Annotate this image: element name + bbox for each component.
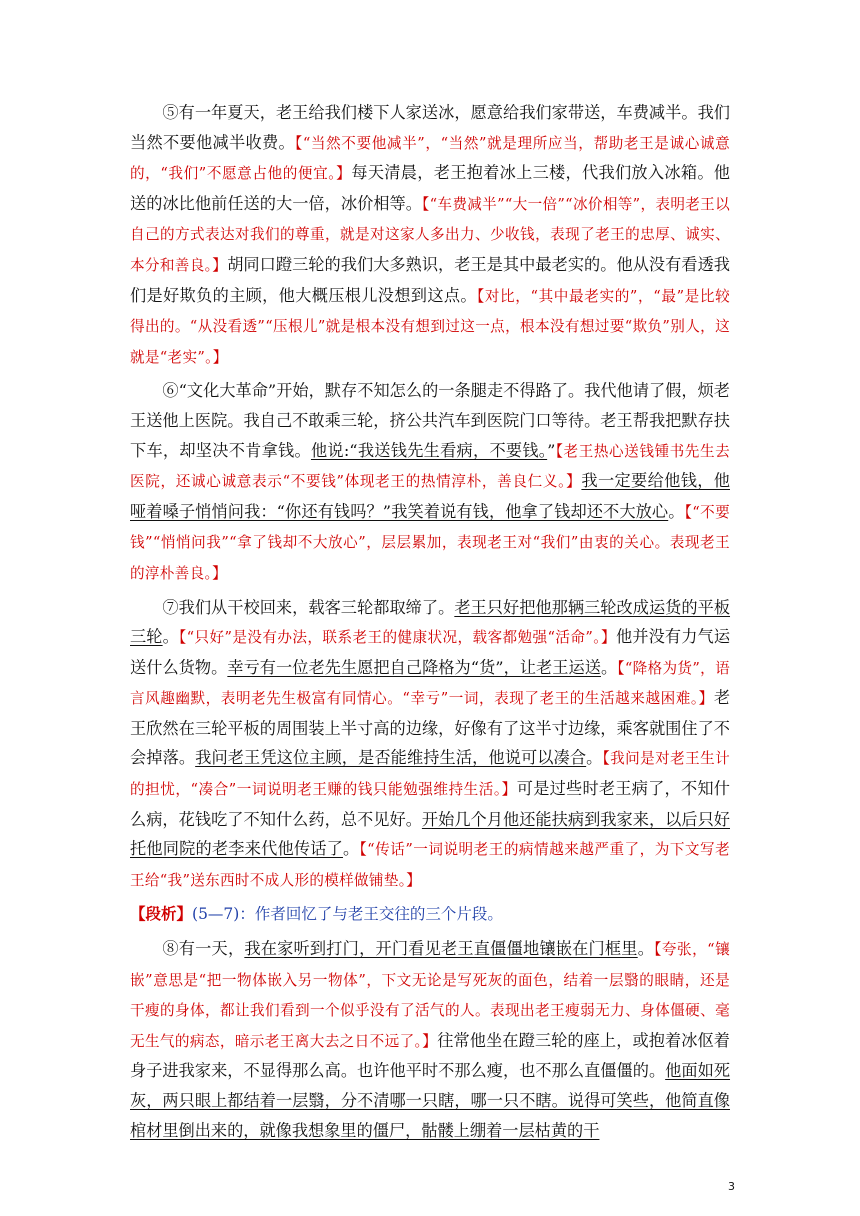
commentary: 【“不要钱”“悄悄问我”“拿了钱却不大放心”，层层累加，表现老王对“我们”由衷的关心。表现老王的淳朴善良。】 bbox=[130, 503, 730, 582]
body-text: ⑦我们从干校回来，载客三轮都取缔了。 bbox=[162, 597, 455, 617]
paragraph-p8 bbox=[130, 934, 730, 1145]
underlined-text: 他面如死灰，两只眼上都结着一层翳，分不清哪一只瞎，哪一只不瞎。说得可笑些，他简直像棺材里倒出来的，就像我想象里的僵尸，骷髅上绷着一层枯黄的干 bbox=[130, 1061, 731, 1140]
paragraph-p6 bbox=[130, 376, 730, 588]
body-text: 胡同口蹬三轮的我们大多熟识，老王是其中最老实的。他从没有看透我们是好欺负的主顾，他大概压根儿没想到这点。 bbox=[130, 254, 730, 305]
body-text: 可是过些时老王病了，不知什么病，花钱吃了不知什么药，总不见好。 bbox=[130, 779, 730, 829]
document-page bbox=[130, 98, 730, 1149]
commentary: 【我问是对老王生计的担忧，“凑合”一词说明老王赚的钱只能勉强维持生活。】 bbox=[130, 750, 731, 799]
body-text: 他并没有力气运送什么货物。 bbox=[130, 627, 731, 677]
body-text: 。 bbox=[668, 501, 685, 521]
body-text: ⑥“文化大革命”开始，默存不知怎么的一条腿走不得路了。我代他请了假，烦老王送他上医院。我自己不敢乘三轮，挤公共汽车到医院门口等待。老王帮我把默存扶下车，却坚决不肯拿钱。 bbox=[130, 381, 730, 460]
section-analysis bbox=[130, 899, 730, 930]
body-text: 每天清晨，老王抱着冰上三楼，代我们放入冰箱。他送的冰比他前任送的大一倍，冰价相等。 bbox=[130, 163, 730, 213]
commentary: 【“当然不要他减半”，“当然”就是理所应当，帮助老王是诚心诚意的，“我们”不愿意占他的便宜。】 bbox=[130, 134, 730, 183]
underlined-text: 我问老王凭这位主顾，是否能维持生活，他说可以凑合 bbox=[195, 748, 587, 768]
paragraph-p7 bbox=[130, 593, 730, 896]
body-text: 。 bbox=[600, 657, 618, 677]
underlined-text: 我在家听到打门，开门看见老王直僵僵地镶嵌在门框里 bbox=[244, 939, 638, 959]
commentary: 【“只好”是没有办法，联系老王的健康状况，载客都勉强“活命”。】 bbox=[178, 629, 617, 647]
body-text: ” bbox=[547, 440, 556, 460]
underlined-text: 开始几个月他还能扶病到我家来，以后只好托他同院的老李来代他传话了 bbox=[130, 809, 730, 859]
body-text: 。 bbox=[586, 748, 603, 768]
body-text: ⑧有一天， bbox=[162, 939, 245, 959]
underlined-text: 他说:“我送钱先生看病，不要钱。 bbox=[310, 440, 548, 460]
page-number: 3 bbox=[728, 1180, 735, 1193]
commentary: 【对比，“其中最老实的”，“最”是比较得出的。“从没看透”“压根儿”就是根本没有想到过这一点，根本没有想过要“欺负”别人，这就是“老实”。】 bbox=[130, 287, 730, 366]
body-text: 。 bbox=[162, 627, 179, 647]
commentary: 【夸张，“镶嵌”意思是“把一物体嵌入另一物体”，下文无论是写死灰的面色，结着一层翳的眼睛，还是干瘦的身体，都让我们看到一个似乎没有了活气的人。表现出老王瘦弱无力、身体僵硬、毫无生气的病态，暗示老王离大去之日不远了。】 bbox=[130, 941, 731, 1050]
underlined-text: 老王只好把他那辆三轮改成运货的平板三轮 bbox=[130, 597, 731, 647]
commentary: 【“降格为货”，语言风趣幽默，表明老先生极富有同情心。“幸亏”一词，表现了老王的生活越来越困难。】 bbox=[130, 659, 730, 708]
body-text: 往常他坐在蹬三轮的座上，或抱着冰伛着身子进我家来，不显得那么高。也许他平时不那么瘦，也不那么直僵僵的。 bbox=[130, 1030, 730, 1081]
body-text: 老王欣然在三轮平板的周围装上半寸高的边缘，好像有了这半寸边缘，乘客就围住了不会掉落。 bbox=[130, 688, 730, 768]
commentary: 【“传话”一词说明老王的病情越来越严重了，为下文写老王给“我”送东西时不成人形的模样做铺垫。】 bbox=[130, 841, 730, 889]
underlined-text: 我一定要给他钱，他哑着嗓子悄悄问我：“你还有钱吗？”我笑着说有钱，他拿了钱却还不大放心 bbox=[130, 471, 730, 521]
commentary: 【“车费减半”“大一倍”“冰价相等”，表明老王以自己的方式表达对我们的尊重，就是对这家人多出力、少收钱，表现了老王的忠厚、诚实、本分和善良。】 bbox=[130, 195, 731, 274]
analysis-text: (5—7)：作者回忆了与老王交往的三个片段。 bbox=[192, 905, 503, 924]
analysis-tag: 【段析】 bbox=[130, 904, 193, 924]
body-text: 。 bbox=[637, 939, 655, 959]
commentary: 【老王热心送钱锺书先生去医院，还诚心诚意表示“不要钱”体现老王的热情淳朴，善良仁义。】 bbox=[130, 442, 730, 491]
body-text: ⑤有一年夏天，老王给我们楼下人家送冰，愿意给我们家带送，车费减半。我们当然不要他减半收费。 bbox=[130, 103, 730, 152]
underlined-text: 幸亏有一位老先生愿把自己降格为“货”，让老王运送 bbox=[227, 657, 601, 677]
paragraph-p5 bbox=[130, 98, 730, 372]
body-text: 。 bbox=[343, 839, 360, 859]
